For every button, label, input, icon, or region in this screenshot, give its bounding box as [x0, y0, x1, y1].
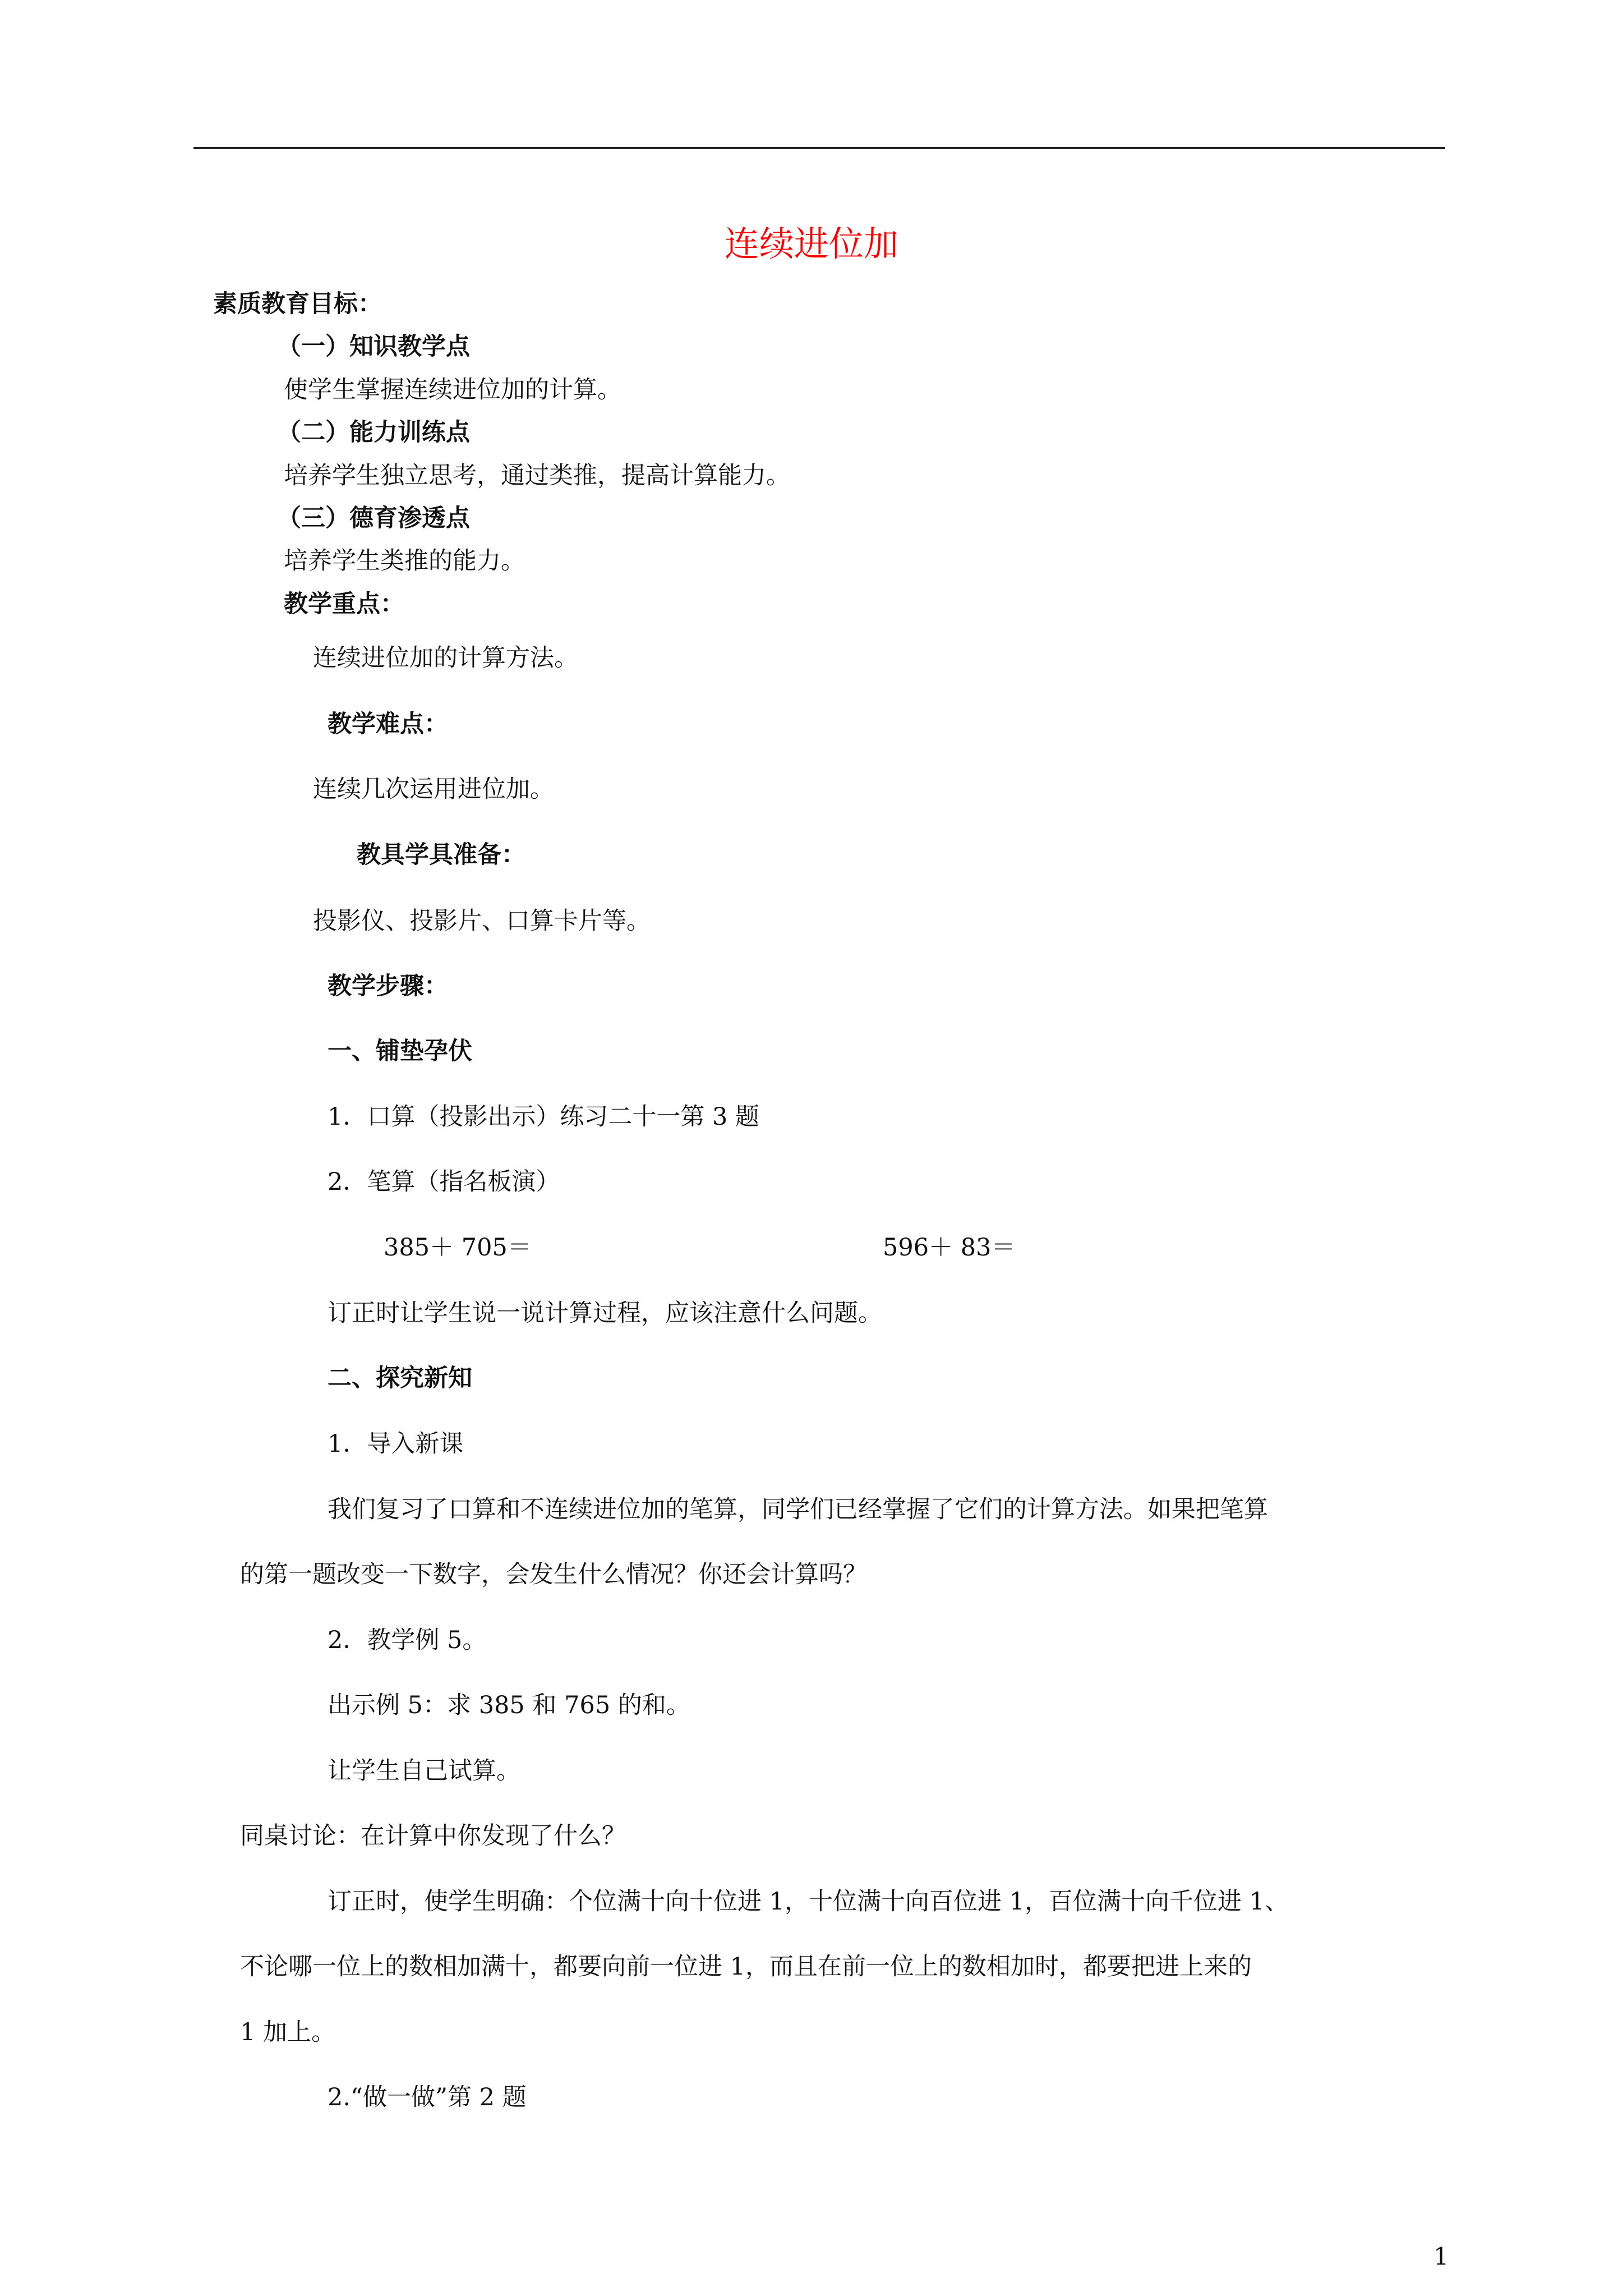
- intro-line-2: 的第一题改变一下数字，会发生什么情况？你还会计算吗？: [240, 1561, 867, 1589]
- moral-heading: （三）德育渗透点: [277, 504, 470, 532]
- part2-item1: 1．导入新课: [328, 1430, 464, 1458]
- clarify-line-1: 订正时，使学生明确：个位满十向十位进 1，十位满十向百位进 1，百位满十向千位进 1、: [328, 1888, 1289, 1916]
- goals-heading: 素质教育目标：: [213, 290, 382, 318]
- calc-1: 385＋ 705＝: [384, 1234, 532, 1262]
- part2-item2: 2．教学例 5。: [328, 1626, 487, 1654]
- clarify-line-2: 不论哪一位上的数相加满十，都要向前一位进 1，而且在前一位上的数相加时，都要把进上来的: [240, 1953, 1252, 1981]
- part1-heading: 一、铺垫孕伏: [328, 1037, 472, 1065]
- tools-text: 投影仪、投影片、口算卡片等。: [313, 907, 651, 935]
- page-number: 1: [1433, 2243, 1449, 2271]
- knowledge-heading: （一）知识教学点: [277, 333, 470, 361]
- try-text: 让学生自己试算。: [328, 1757, 520, 1785]
- ability-text: 培养学生独立思考，通过类推，提高计算能力。: [284, 462, 790, 490]
- focus-heading: 教学重点：: [284, 590, 404, 618]
- ability-heading: （二）能力训练点: [277, 418, 470, 447]
- difficulty-heading: 教学难点：: [328, 710, 448, 738]
- discuss-text: 同桌讨论：在计算中你发现了什么？: [240, 1822, 626, 1850]
- correction-text: 订正时让学生说一说计算过程，应该注意什么问题。: [328, 1299, 882, 1327]
- practice-text: 2.“做一做”第 2 题: [328, 2083, 527, 2111]
- part2-heading: 二、探究新知: [328, 1364, 472, 1392]
- part1-item1: 1．口算（投影出示）练习二十一第 3 题: [328, 1103, 760, 1131]
- knowledge-text: 使学生掌握连续进位加的计算。: [284, 376, 621, 404]
- moral-text: 培养学生类推的能力。: [284, 547, 525, 575]
- header-rule: [193, 147, 1445, 149]
- tools-heading: 教具学具准备：: [357, 841, 525, 869]
- document-title: 连续进位加: [724, 223, 898, 264]
- part1-item2: 2．笔算（指名板演）: [328, 1168, 560, 1196]
- calc-2: 596＋ 83＝: [883, 1234, 1016, 1262]
- clarify-line-3: 1 加上。: [240, 2018, 336, 2046]
- example-text: 出示例 5：求 385 和 765 的和。: [328, 1691, 690, 1719]
- difficulty-text: 连续几次运用进位加。: [313, 775, 554, 803]
- focus-text: 连续进位加的计算方法。: [313, 644, 578, 672]
- intro-line-1: 我们复习了口算和不连续进位加的笔算，同学们已经掌握了它们的计算方法。如果把笔算: [328, 1496, 1268, 1524]
- steps-heading: 教学步骤：: [328, 972, 448, 1000]
